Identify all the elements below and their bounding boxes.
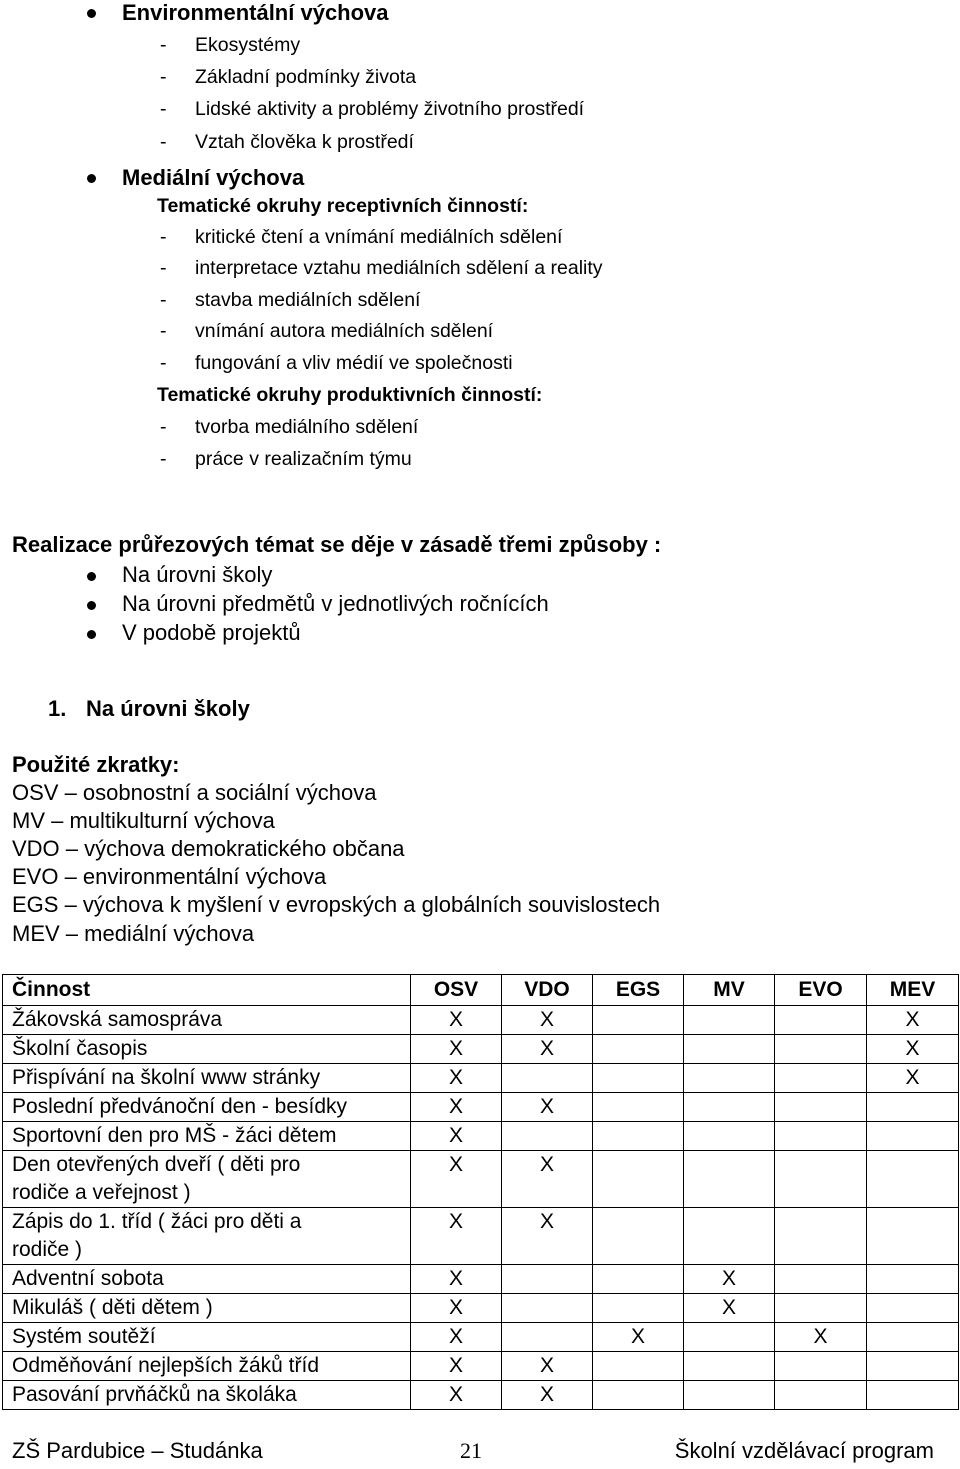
category-mark-cell: X: [502, 1035, 593, 1064]
category-mark-cell: [867, 1151, 959, 1208]
category-mark-cell: X: [593, 1323, 684, 1352]
activity-name-cell: Sportovní den pro MŠ - žáci dětem: [3, 1122, 411, 1151]
dash-marker: -: [160, 98, 167, 120]
category-mark-cell: [867, 1294, 959, 1323]
category-mark-cell: X: [411, 1208, 502, 1265]
category-mark-cell: [502, 1064, 593, 1093]
category-mark-cell: [867, 1093, 959, 1122]
activity-name-cell: Adventní sobota: [3, 1265, 411, 1294]
table-row: [3, 1093, 959, 1122]
category-mark-cell: X: [867, 1064, 959, 1093]
category-mark-cell: [593, 1294, 684, 1323]
dash-marker: -: [160, 289, 167, 311]
category-mark-cell: [593, 1265, 684, 1294]
table-row: [3, 1035, 959, 1064]
abbreviation-item: MEV – mediální výchova: [12, 921, 255, 946]
category-mark-cell: [684, 1093, 775, 1122]
category-mark-cell: [593, 1093, 684, 1122]
column-header-mv: MV: [684, 975, 775, 1006]
category-mark-cell: [867, 1265, 959, 1294]
category-mark-cell: [684, 1381, 775, 1410]
category-mark-cell: X: [867, 1035, 959, 1064]
category-mark-cell: [593, 1381, 684, 1410]
section-title-environmental: Environmentální výchova: [122, 0, 389, 25]
category-mark-cell: [502, 1122, 593, 1151]
section-title-media: Mediální výchova: [122, 165, 305, 190]
list-item: kritické čtení a vnímání mediálních sdělení: [195, 226, 563, 248]
category-mark-cell: [775, 1093, 867, 1122]
list-item: Na úrovni školy: [122, 562, 273, 587]
category-mark-cell: [593, 1151, 684, 1208]
category-mark-cell: [684, 1323, 775, 1352]
category-mark-cell: X: [775, 1323, 867, 1352]
dash-marker: -: [160, 66, 167, 88]
category-mark-cell: [775, 1064, 867, 1093]
dash-marker: -: [160, 131, 167, 153]
category-mark-cell: X: [411, 1352, 502, 1381]
activity-name-cell: Přispívání na školní www stránky: [3, 1064, 411, 1093]
category-mark-cell: [684, 1208, 775, 1265]
category-mark-cell: [593, 1208, 684, 1265]
dash-marker: -: [160, 320, 167, 342]
table-row: [3, 1064, 959, 1093]
footer-school-name: ZŠ Pardubice – Studánka: [12, 1438, 263, 1463]
category-mark-cell: X: [502, 1208, 593, 1265]
abbreviations-heading: Použité zkratky:: [12, 752, 180, 777]
table-row: [3, 1151, 959, 1208]
category-mark-cell: [684, 1035, 775, 1064]
category-mark-cell: X: [502, 1093, 593, 1122]
column-header-vdo: VDO: [502, 975, 593, 1006]
list-item: Vztah člověka k prostředí: [195, 131, 414, 153]
activity-name-cell: Zápis do 1. tříd ( žáci pro děti a rodiče ): [3, 1208, 411, 1265]
list-item: vnímání autora mediálních sdělení: [195, 320, 494, 342]
list-item: interpretace vztahu mediálních sdělení a reality: [195, 257, 603, 279]
category-mark-cell: X: [502, 1151, 593, 1208]
table-row: [3, 1208, 959, 1265]
category-mark-cell: X: [411, 1006, 502, 1035]
category-mark-cell: X: [411, 1294, 502, 1323]
category-mark-cell: X: [684, 1265, 775, 1294]
category-mark-cell: [867, 1352, 959, 1381]
column-header-mev: MEV: [867, 975, 959, 1006]
category-mark-cell: [684, 1151, 775, 1208]
activity-name-cell: Školní časopis: [3, 1035, 411, 1064]
column-header-egs: EGS: [593, 975, 684, 1006]
category-mark-cell: [684, 1352, 775, 1381]
activity-name-cell: Odměňování nejlepších žáků tříd: [3, 1352, 411, 1381]
category-mark-cell: [775, 1208, 867, 1265]
list-item: fungování a vliv médií ve společnosti: [195, 352, 513, 374]
category-mark-cell: X: [502, 1381, 593, 1410]
footer-program-name: Školní vzdělávací program: [674, 1438, 934, 1463]
category-mark-cell: X: [502, 1006, 593, 1035]
subsection-title-productive: Tematické okruhy produktivních činností:: [157, 384, 543, 406]
table-row: [3, 1006, 959, 1035]
bullet-icon: [87, 9, 96, 18]
dash-marker: -: [160, 416, 167, 438]
category-mark-cell: [502, 1294, 593, 1323]
activities-table: [2, 974, 959, 1410]
category-mark-cell: X: [411, 1122, 502, 1151]
list-item: Na úrovni předmětů v jednotlivých ročnících: [122, 591, 549, 616]
list-item: Lidské aktivity a problémy životního prostředí: [195, 98, 585, 120]
table-row: [3, 1323, 959, 1352]
column-header-osv: OSV: [411, 975, 502, 1006]
category-mark-cell: [775, 1006, 867, 1035]
category-mark-cell: X: [411, 1381, 502, 1410]
table-row: [3, 1265, 959, 1294]
list-item: tvorba mediálního sdělení: [195, 416, 419, 438]
activity-name-cell: Poslední předvánoční den - besídky: [3, 1093, 411, 1122]
subsection-title-receptive: Tematické okruhy receptivních činností:: [157, 195, 529, 217]
list-item: V podobě projektů: [122, 620, 301, 645]
list-item: Ekosystémy: [195, 34, 301, 56]
category-mark-cell: X: [411, 1323, 502, 1352]
category-mark-cell: [775, 1122, 867, 1151]
abbreviation-item: VDO – výchova demokratického občana: [12, 836, 405, 861]
bullet-icon: [87, 572, 96, 581]
category-mark-cell: [593, 1352, 684, 1381]
abbreviation-item: MV – multikulturní výchova: [12, 808, 275, 833]
category-mark-cell: [775, 1352, 867, 1381]
dash-marker: -: [160, 226, 167, 248]
category-mark-cell: [593, 1006, 684, 1035]
category-mark-cell: X: [502, 1352, 593, 1381]
category-mark-cell: [867, 1323, 959, 1352]
school-level-title: Na úrovni školy: [86, 696, 250, 721]
category-mark-cell: [684, 1006, 775, 1035]
category-mark-cell: [775, 1294, 867, 1323]
school-level-number: 1.: [48, 696, 67, 721]
category-mark-cell: X: [411, 1265, 502, 1294]
category-mark-cell: [593, 1035, 684, 1064]
category-mark-cell: X: [411, 1035, 502, 1064]
bullet-icon: [87, 174, 96, 183]
realization-heading: Realizace průřezových témat se děje v zásadě třemi způsoby :: [12, 532, 662, 557]
category-mark-cell: [775, 1035, 867, 1064]
category-mark-cell: [867, 1208, 959, 1265]
category-mark-cell: [684, 1122, 775, 1151]
abbreviation-item: OSV – osobnostní a sociální výchova: [12, 780, 377, 805]
list-item: stavba mediálních sdělení: [195, 289, 421, 311]
activity-name-cell: Pasování prvňáčků na školáka: [3, 1381, 411, 1410]
category-mark-cell: [502, 1265, 593, 1294]
list-item: Základní podmínky života: [195, 66, 417, 88]
bullet-icon: [87, 601, 96, 610]
table-row: [3, 1294, 959, 1323]
category-mark-cell: [502, 1323, 593, 1352]
dash-marker: -: [160, 257, 167, 279]
abbreviation-item: EVO – environmentální výchova: [12, 864, 327, 889]
activity-name-cell: Žákovská samospráva: [3, 1006, 411, 1035]
activity-name-cell: Mikuláš ( děti dětem ): [3, 1294, 411, 1323]
category-mark-cell: [867, 1122, 959, 1151]
column-header-activity: Činnost: [3, 975, 411, 1006]
dash-marker: -: [160, 448, 167, 470]
dash-marker: -: [160, 352, 167, 374]
dash-marker: -: [160, 34, 167, 56]
table-row: [3, 1352, 959, 1381]
category-mark-cell: [593, 1122, 684, 1151]
page-number: 21: [460, 1438, 482, 1463]
category-mark-cell: [775, 1151, 867, 1208]
category-mark-cell: [593, 1064, 684, 1093]
category-mark-cell: X: [684, 1294, 775, 1323]
bullet-icon: [87, 630, 96, 639]
category-mark-cell: [775, 1381, 867, 1410]
category-mark-cell: X: [411, 1064, 502, 1093]
activity-name-cell: Systém soutěží: [3, 1323, 411, 1352]
category-mark-cell: X: [411, 1093, 502, 1122]
category-mark-cell: [775, 1265, 867, 1294]
activity-name-cell: Den otevřených dveří ( děti pro rodiče a veřejnost ): [3, 1151, 411, 1208]
table-header-row: [3, 975, 959, 1006]
category-mark-cell: [867, 1381, 959, 1410]
table-row: [3, 1381, 959, 1410]
category-mark-cell: X: [411, 1151, 502, 1208]
category-mark-cell: X: [867, 1006, 959, 1035]
table-row: [3, 1122, 959, 1151]
abbreviation-item: EGS – výchova k myšlení v evropských a globálních souvislostech: [12, 892, 661, 917]
list-item: práce v realizačním týmu: [195, 448, 412, 470]
column-header-evo: EVO: [775, 975, 867, 1006]
category-mark-cell: [684, 1064, 775, 1093]
